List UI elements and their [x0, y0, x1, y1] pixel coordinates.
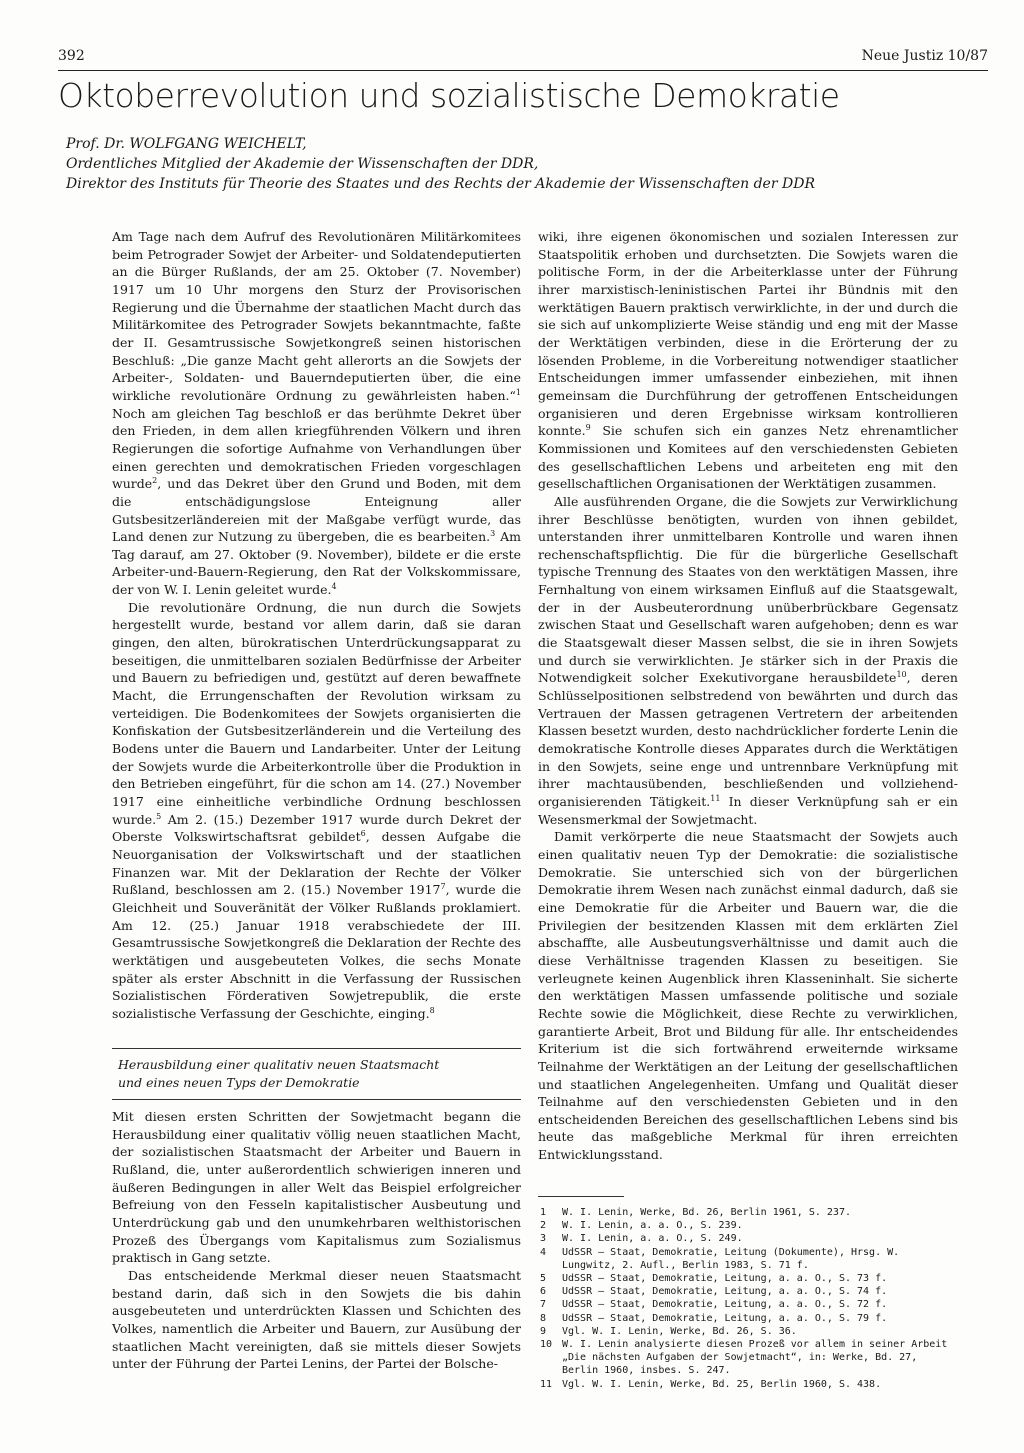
footnote-ref: 7 — [440, 882, 446, 892]
footnote-rule — [538, 1196, 624, 1197]
footnote-ref: 5 — [156, 811, 162, 821]
footnote-ref: 3 — [490, 529, 496, 538]
page-number: 392 — [58, 48, 85, 64]
page-header — [58, 48, 988, 68]
journal-issue: Neue Justiz 10/87 — [861, 48, 988, 64]
body-paragraph: Alle ausführenden Organe, die die Sowjets zur Verwirklichung ihrer Beschlüsse benötigten, wurden von ihnen gebildet, unterstanden ihrer unmittelbaren Kontrolle und waren ihnen rechenschaftspflichtig. Die für die bürgerliche Gesellschaft typische Trennung des Staates von den werktätigen Massen, ihre Fernhaltung von einem wirksamen Einfluß auf die Staatsgewalt, der in der Ausbeuterordnung unüberbrückbare Gegensatz zwischen Staat und Gesellschaft waren aufgehoben; denn es war die Staatsgewalt dieser Massen selbst, die sie in ihren Sowjets und durch sie verwirklichten. Je stärker sich in der Praxis die Notwendigkeit solcher Exekutivorgane herausbildete$^{10}$, deren Schlüsselpositionen selbstredend von bewährten und durch das Vertrauen der Massen getragenen Vertretern der arbeitenden Klassen besetzt wurden, desto nachdrücklicher forderte Lenin die demokratische Kontrolle dieses Apparates durch die Werktätigen in den Sowjets, seine enge und untrennbare Verknüpfung mit ihrer machtausübenden, beschließenden und vollziehend-organisierenden Tätigkeit.$^{11}$ In dieser Verknüpfung sah er ein Wesensmerkmal der Sowjetmacht. — [538, 493, 958, 827]
footnote-ref: 9 — [585, 423, 591, 433]
author-affiliation-1: Ordentliches Mitglied der Akademie der Wissenschaften der DDR, — [66, 156, 539, 172]
footnote: 7 UdSSR – Staat, Demokratie, Leitung, a. a. O., S. 72 f. — [540, 1299, 888, 1311]
author-name: Prof. Dr. WOLFGANG WEICHELT, — [66, 136, 307, 152]
footnote: 1 W. I. Lenin, Werke, Bd. 26, Berlin 1961, S. 237. — [540, 1207, 851, 1218]
body-paragraph: wiki, ihre eigenen ökonomischen und sozialen Interessen zur Staatspolitik erhoben und durchsetzten. Die Sowjets waren die politische Form, in der die Arbeiterklasse unter der Führung ihrer marxistisch-leninistischen Partei ihr Bündnis mit den werktätigen Bauern praktisch verwirklichte, in der und durch die sie sich auf unkomplizierte Weise ständig und eng mit der Masse der Werktätigen verbinden, diese in die Erörterung der zu lösenden Probleme, in die Vorbereitung notwendiger staatlicher Entscheidungen immer umfassender einbeziehen, mit ihnen gemeinsam die Durchführung der getroffenen Entscheidungen organisieren und deren Ergebnisse wirksam kontrollieren konnte.$^9$ Sie schufen sich ein ganzes Netz ehrenamtlicher Kommissionen und Komitees auf den verschiedensten Gebieten des gesellschaftlichen Lebens und arbeiteten eng mit den gesellschaftlichen Organisationen der Werktätigen zusammen. — [538, 229, 958, 492]
article-title: Oktoberrevolution und sozialistische Demokratie — [58, 76, 840, 115]
header-rule — [58, 70, 988, 71]
footnote-ref: 11 — [710, 793, 721, 803]
footnote: 2 W. I. Lenin, a. a. O., S. 239. — [540, 1220, 743, 1232]
footnote-ref: 4 — [331, 581, 337, 591]
subheading-line: und eines neuen Typs der Demokratie — [118, 1075, 360, 1090]
footnote-ref: 2 — [152, 476, 158, 486]
subheading-line: Herausbildung einer qualitativ neuen Staatsmacht — [118, 1057, 440, 1072]
footnote: 3 W. I. Lenin, a. a. O., S. 249. — [540, 1233, 743, 1245]
footnote-ref: 8 — [429, 1005, 435, 1015]
footnote: 5 UdSSR – Staat, Demokratie, Leitung, a. a. O., S. 73 f. — [540, 1273, 888, 1285]
footnote: 8 UdSSR – Staat, Demokratie, Leitung, a. a. O., S. 79 f. — [540, 1312, 888, 1324]
footnote: 10 W. I. Lenin analysierte diesen Prozeß vor allem in seiner Arbeit „Die nächsten Aufgaben der Sowjetmacht“, in: Werke, Bd. 27, Berlin 1960, insbes. S. 247. — [540, 1339, 948, 1377]
body-paragraph: Am Tage nach dem Aufruf des Revolutionären Militärkomitees beim Petrograder Sowjet der Arbeiter- und Soldatendeputierten an die Bürger Rußlands, der am 25. Oktober (7. November) 1917 um 10 Uhr morgens den Sturz der Provisorischen Regierung und die Übernahme der staatlichen Macht durch das Militärkomitee des Petrograder Sowjets bekanntmachte, faßte der II. Gesamtrussische Sowjetkongreß seinen historischen Beschluß: „Die ganze Macht geht allerorts an die Sowjets der Arbeiter-, Soldaten- und Bauerndeputierten über, die eine wirkliche revolutionäre Ordnung zu gewährleisten haben.“$^1$ Noch am gleichen Tag beschloß er das berühmte Dekret über den Frieden, in dem allen kriegführenden Völkern und ihren Regierungen die sofortige Aufnahme von Verhandlungen über einen gerechten und demokratischen Frieden vorgeschlagen wurde$^2$, und das Dekret über den Grund und Boden, mit dem die entschädigungslose Enteignung aller Gutsbesitzerländereien mit der Maßgabe verfügt wurde, das Land denen zur Nutzung zu übergeben, die es bearbeiten.$^3$ Am Tag darauf, am 27. Oktober (9. November), bildete er die erste Arbeiter-und-Bauern-Regierung, den Rat der Volkskommissare, der von W. I. Lenin geleitet wurde.$^4$ — [112, 229, 521, 598]
footnote: 9 Vgl. W. I. Lenin, Werke, Bd. 26, S. 36. — [540, 1325, 797, 1337]
author-block — [66, 134, 976, 194]
footnote-ref: 10 — [896, 670, 907, 680]
body-paragraph: Das entscheidende Merkmal dieser neuen Staatsmacht bestand darin, daß sich in den Sowjets die bis dahin ausgebeuteten und unterdrückten Klassen und Schichten des Volkes, namentlich die Arbeiter und Bauern, zur Ausübung der staatlichen Macht vereinigten, daß sie mittels dieser Sowjets unter der Führung der Partei Lenins, der Partei der Bolsche- — [112, 1267, 521, 1372]
author-affiliation-2: Direktor des Instituts für Theorie des Staates und des Rechts der Akademie der Wissenschaften der DDR — [66, 176, 815, 192]
footnote: 11 Vgl. W. I. Lenin, Werke, Bd. 25, Berlin 1960, S. 438. — [540, 1378, 882, 1390]
footnote-ref: 1 — [515, 387, 521, 397]
body-paragraph: Damit verkörperte die neue Staatsmacht der Sowjets auch einen qualitativ neuen Typ der Demokratie: die sozialistische Demokratie. Sie unterschied sich von der bürgerlichen Demokratie ihrem Wesen nach zunächst einmal dadurch, daß sie eine Demokratie für die Arbeiter und Bauern war, die die Privilegien der besitzenden Klassen mit dem erklärten Ziel abschaffte, alle Ausbeutungsverhältnisse und damit auch die diese Verhältnisse tragenden Klassen zu beseitigen. Sie verleugnete keinen Augenblick ihren Klasseninhalt. Sie sicherte den werktätigen Massen umfassende politische und soziale Rechte sowie die Möglichkeit, diese Rechte zu verwirklichen, garantierte Arbeit, Brot und Bildung für alle. Ihr entscheidendes Kriterium ist die sich fortwährend erweiternde wirksame Teilnahme der Werktätigen an der Leitung der gesellschaftlichen und staatlichen Angelegenheiten. Umfang und Qualität dieser Teilnahme auf den verschiedensten Gebieten und in den entscheidenden Bereichen des gesellschaftlichen Lebens sind bis heute das maßgebliche Merkmal für ihren erreichten Entwicklungsstand. — [538, 829, 958, 1163]
body-paragraph: Mit diesen ersten Schritten der Sowjetmacht begann die Herausbildung einer qualitativ völlig neuen staatlichen Macht, der sozialistischen Staatsmacht der Arbeiter und Bauern in Rußland, die, unter außerordentlich schwierigen inneren und äußeren Bedingungen in aller Welt das Beispiel erfolgreicher Befreiung von den Fesseln kapitalistischer Ausbeutung und Unterdrückung gab und den unumkehrbaren welthistorischen Prozeß des Übergangs vom Kapitalismus zum Sozialismus praktisch in Gang setzte. — [112, 1109, 521, 1266]
subheading-rule-bottom — [112, 1099, 521, 1100]
left-column-lower — [112, 1108, 521, 1373]
body-paragraph: Die revolutionäre Ordnung, die nun durch die Sowjets hergestellt wurde, bestand vor allem darin, daß sie daran gingen, den alten, bürokratischen Unterdrückungsapparat zu beseitigen, die unmittelbaren sozialen Bedürfnisse der Arbeiter und Bauern zu befriedigen und, gestützt auf deren bewaffnete Macht, die Errungenschaften der Revolution wirksam zu verteidigen. Die Bodenkomitees der Sowjets organisierten die Konfiskation der Gutsbesitzerländerein und die Verteilung des Bodens unter die Bauern und Landarbeiter. Unter der Leitung der Sowjets wurde die Arbeiterkontrolle über die Produktion in den Betrieben eingeführt, für die schon am 14. (27.) November 1917 eine einheitliche verbindliche Ordnung beschlossen wurde.$^5$ Am 2. (15.) Dezember 1917 wurde durch Dekret der Oberste Volkswirtschaftsrat gebildet$^6$, dessen Aufgabe die Neuorganisation der Volkswirtschaft und der staatlichen Finanzen war. Mit der Deklaration der Rechte der Völker Rußland, beschlossen am 2. (15.) November 1917$^7$, wurde die Gleichheit und Souveränität der Völker Rußlands proklamiert. Am 12. (25.) Januar 1918 verabschiedete der III. Gesamtrussische Sowjetkongreß die Deklaration der Rechte des werktätigen und ausgebeuteten Volkes, die sechs Monate später als erster Abschnitt in die Verfassung der Russischen Sozialistischen Förderativen Sowjetrepublik, die erste sozialistische Verfassung der Geschichte, einging.$^8$ — [112, 599, 522, 1021]
left-column — [112, 228, 521, 1023]
right-column — [538, 228, 958, 1164]
footnote: 4 UdSSR – Staat, Demokratie, Leitung (Dokumente), Hrsg. W. Lungwitz, 2. Aufl., Berlin 1983, S. 71 f. — [540, 1246, 900, 1271]
footnote-ref: 6 — [360, 829, 366, 839]
footnotes — [538, 1206, 958, 1391]
section-subheading — [112, 1048, 521, 1100]
footnote: 6 UdSSR – Staat, Demokratie, Leitung, a. a. O., S. 74 f. — [540, 1286, 888, 1298]
